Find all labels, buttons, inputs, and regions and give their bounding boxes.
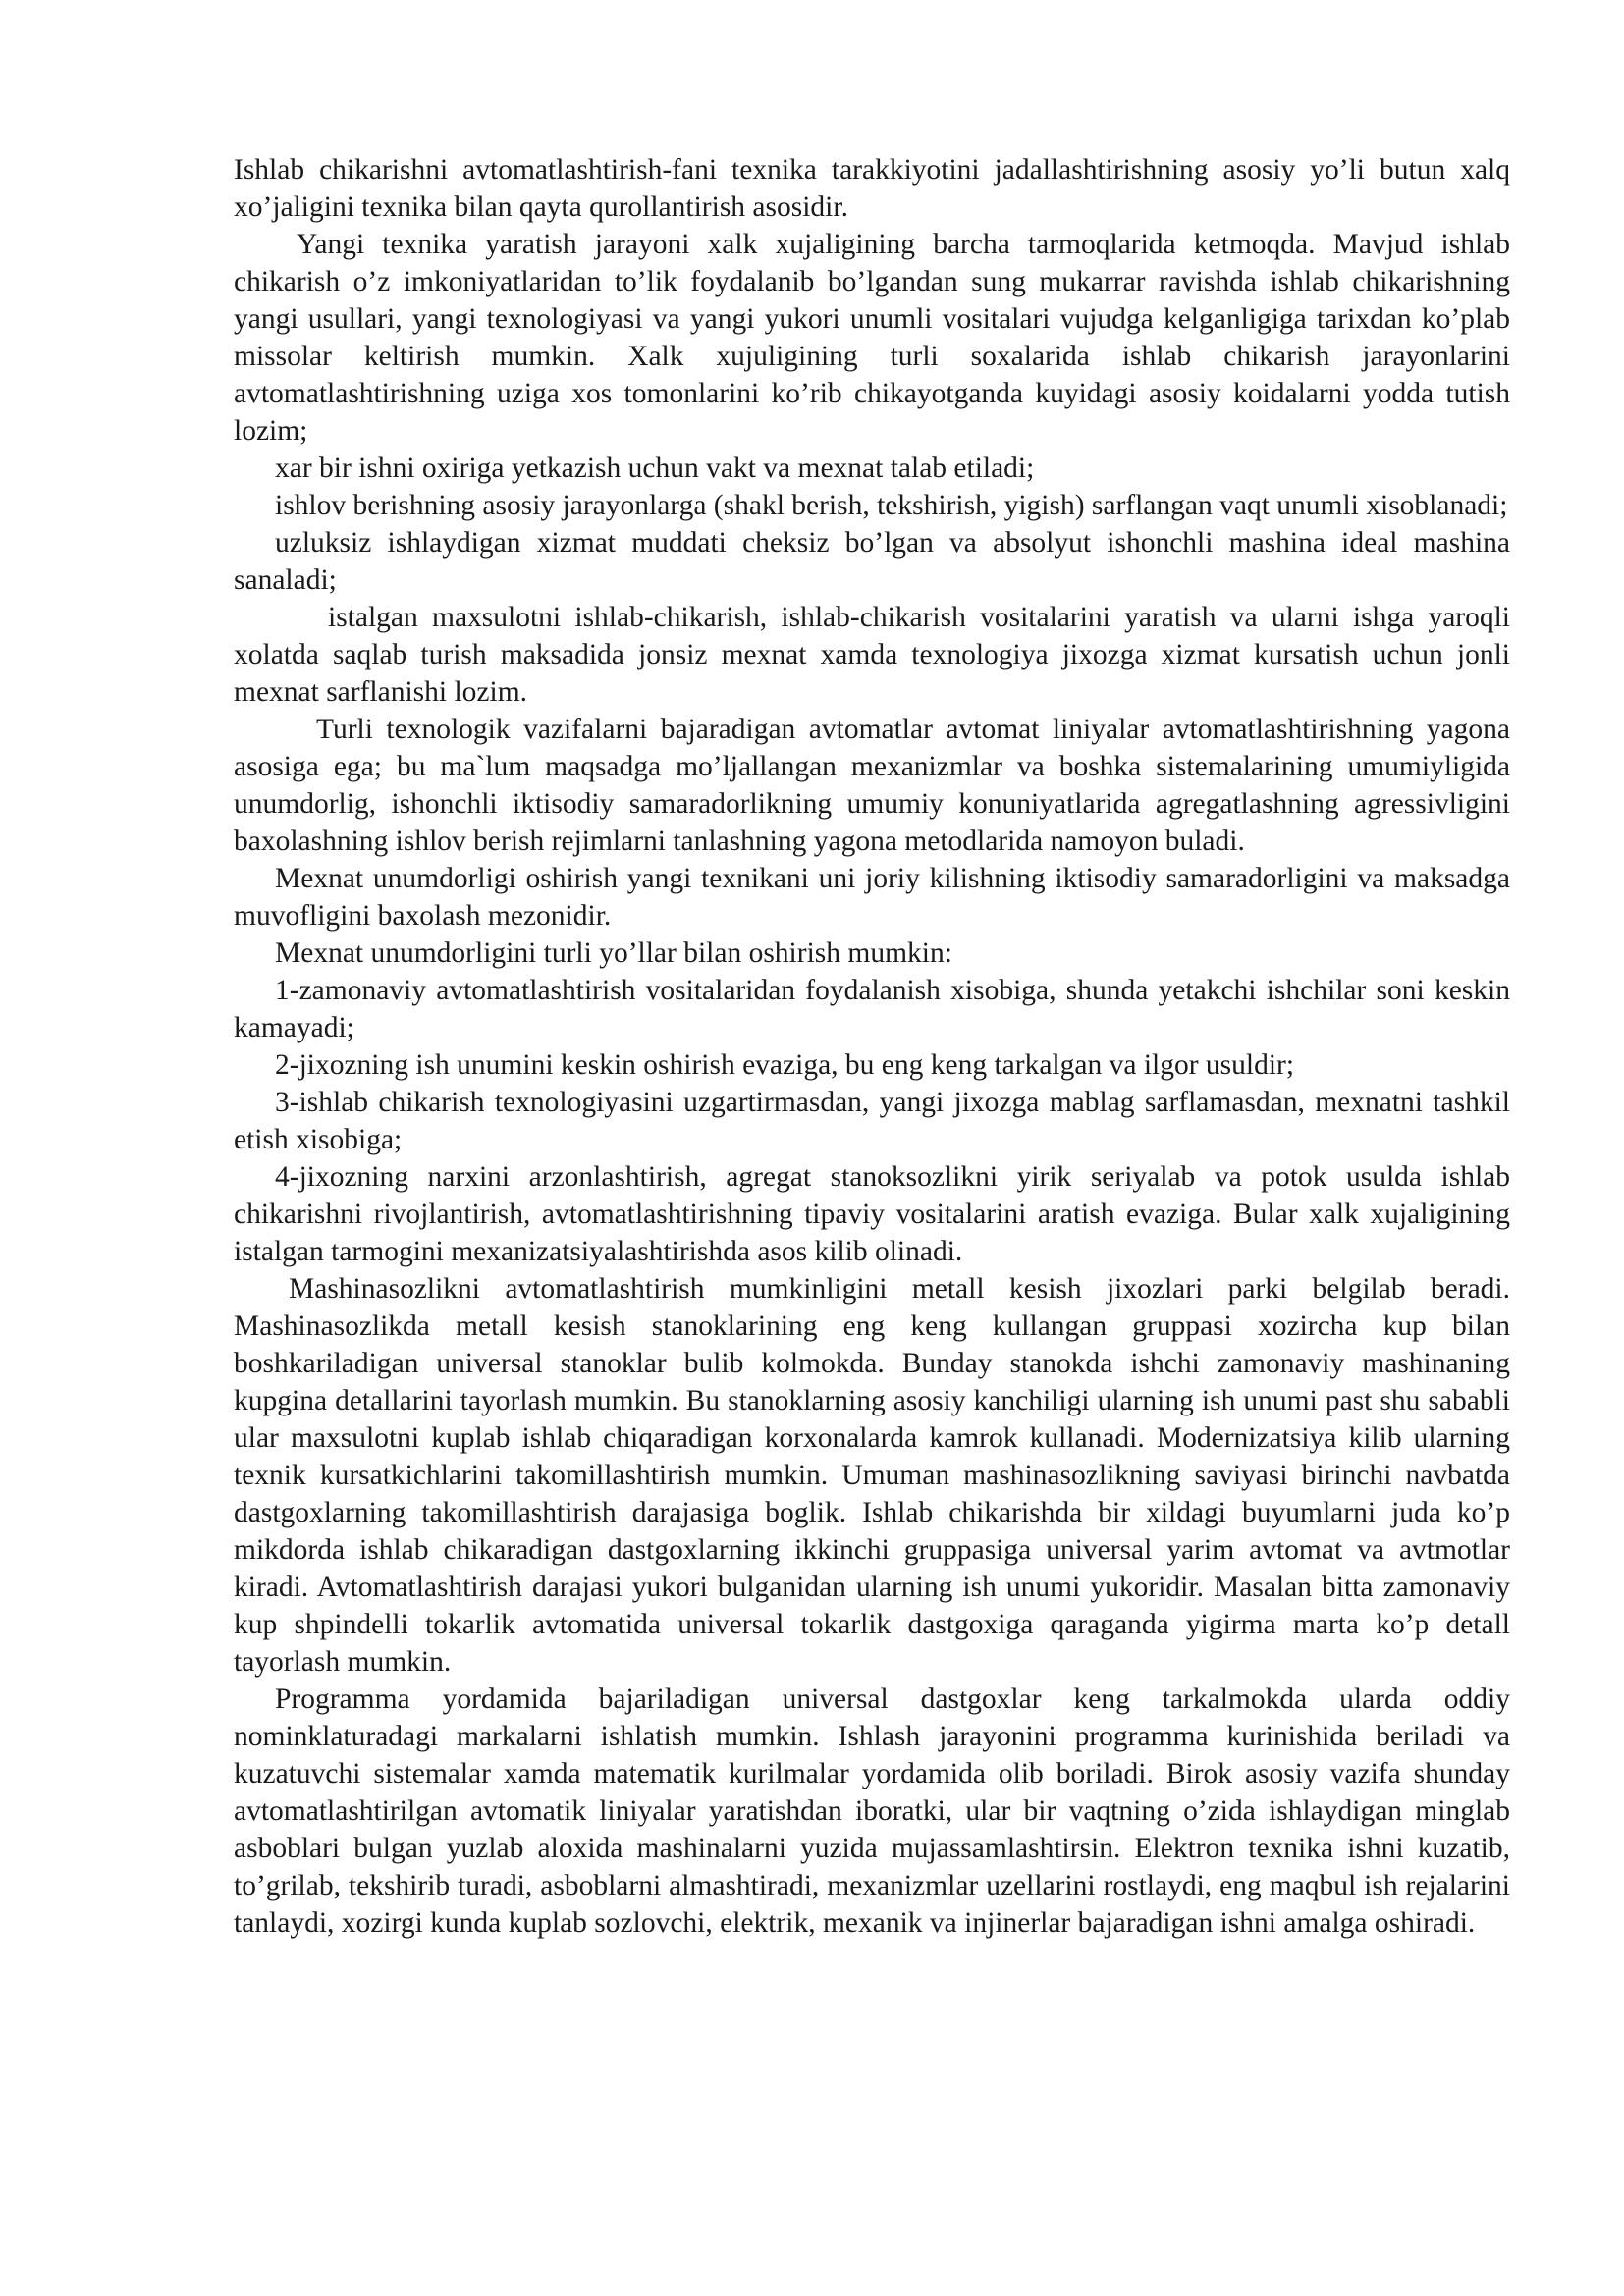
- paragraph-rule-4: istalgan maxsulotni ishlab-chikarish, ishlab-chikarish vositalarini yaratish va ularni ishga yaroqli xolatda saqlab turish maksadida jonsiz mexnat xamda texnologiya jixozga xizmat kursatish uchun jonli mexnat sarflanishi lozim.: [234, 602, 1510, 708]
- paragraph-productivity-criterion: Mexnat unumdorligi oshirish yangi texnikani uni joriy kilishning iktisodiy samaradorligini va maksadga muvofligini baxolash mezonidir.: [234, 863, 1510, 932]
- paragraph-automation-base: Turli texnologik vazifalarni bajaradigan avtomatlar avtomat liniyalar avtomatlashtirishning yagona asosiga ega; bu ma`lum maqsadga mo’ljallangan mexanizmlar va boshka sistemalarining umumiyligida unumdorlig, ishonchli iktisodiy samaradorlikning umumiy konuniyatlarida agregatlashning agressivligini baxolashning ishlov berish rejimlarni tanlashning yagona metodlarida namoyon buladi.: [234, 714, 1510, 857]
- paragraph-productivity-ways: Mexnat unumdorligini turli yo’llar bilan oshirish mumkin:: [275, 937, 952, 969]
- paragraph-rule-3: uzluksiz ishlaydigan xizmat muddati cheksiz bo’lgan va absolyut ishonchli mashina ideal mashina sanaladi;: [234, 527, 1510, 596]
- list-item-1: 1-zamonaviy avtomatlashtirish vositalaridan foydalanish xisobiga, shunda yetakchi ishchilar soni keskin kamayadi;: [234, 975, 1510, 1043]
- paragraph-rule-1: xar bir ishni oxiriga yetkazish uchun vakt va mexnat talab etiladi;: [275, 453, 1035, 484]
- paragraph-new-technology: Yangi texnika yaratish jarayoni xalk xujaligining barcha tarmoqlarida ketmoqda. Mavjud ishlab chikarish o’z imkoniyatlaridan to’lik foydalanib bo’lgandan sung mukarrar ravishda ishlab chikarishning yangi usullari, yangi texnologiyasi va yangi yukori unumli vositalari vujudga kelganligiga tarixdan ko’plab missolar keltirish mumkin. Xalk xujuligining turli soxalarida ishlab chikarish jarayonlarini avtomatlashtirishning uziga xos tomonlarini ko’rib chikayotganda kuyidagi asosiy koidalarni yodda tutish lozim;: [234, 229, 1510, 447]
- paragraph-programmed-machines: Programma yordamida bajariladigan universal dastgoxlar keng tarkalmokda ularda oddiy nominklaturadagi markalarni ishlatish mumkin. Ishlash jarayonini programma kurinishida beriladi va kuzatuvchi sistemalar xamda matematik kurilmalar yordamida olib boriladi. Birok asosiy vazifa shunday avtomatlashtirilgan avtomatik liniyalar yaratishdan iboratki, ular bir vaqtning o’zida ishlaydigan minglab asboblari bulgan yuzlab aloxida mashinalarni yuzida mujassamlashtirsin. Elektron texnika ishni kuzatib, to’grilab, tekshirib turadi, asboblarni almashtiradi, mexanizmlar uzellarini rostlaydi, eng maqbul ish rejalarini tanlaydi, xozirgi kunda kuplab sozlovchi, elektrik, mexanik va injinerlar bajaradigan ishni amalga oshiradi.: [234, 1683, 1510, 1939]
- list-item-3: 3-ishlab chikarish texnologiyasini uzgartirmasdan, yangi jixozga mablag sarflamasdan, mexnatni tashkil etish xisobiga;: [234, 1087, 1510, 1155]
- list-item-2: 2-jixozning ish unumini keskin oshirish evaziga, bu eng keng tarkalgan va ilgor usuldir;: [275, 1049, 1295, 1081]
- document-body: [234, 151, 1510, 1942]
- list-item-4: 4-jixozning narxini arzonlashtirish, agregat stanoksozlikni yirik seriyalab va potok usulda ishlab chikarishni rivojlantirish, avtomatlashtirishning tipaviy vositalarini aratish evaziga. Bular xalk xujaligining istalgan tarmogini mexanizatsiyalashtirishda asos kilib olinadi.: [234, 1161, 1510, 1267]
- paragraph-machine-building: Mashinasozlikni avtomatlashtirish mumkinligini metall kesish jixozlari parki belgilab beradi. Mashinasozlikda metall kesish stanoklarining eng keng kullangan gruppasi xozircha kup bilan boshkariladigan universal stanoklar bulib kolmokda. Bunday stanokda ishchi zamonaviy mashinaning kupgina detallarini tayorlash mumkin. Bu stanoklarning asosiy kanchiligi ularning ish unumi past shu sababli ular maxsulotni kuplab ishlab chiqaradigan korxonalarda kamrok kullanadi. Modernizatsiya kilib ularning texnik kursatkichlarini takomillashtirish mumkin. Umuman mashinasozlikning saviyasi birinchi navbatda dastgoxlarning takomillashtirish darajasiga boglik. Ishlab chikarishda bir xildagi buyumlarni juda ko’p mikdorda ishlab chikaradigan dastgoxlarning ikkinchi gruppasiga universal yarim avtomat va avtmotlar kiradi. Avtomatlashtirish darajasi yukori bulganidan ularning ish unumi yukoridir. Masalan bitta zamonaviy kup shpindelli tokarlik avtomatida universal tokarlik dastgoxiga qaraganda yigirma marta ko’p detall tayorlash mumkin.: [234, 1273, 1510, 1678]
- paragraph-intro: Ishlab chikarishni avtomatlashtirish-fani texnika tarakkiyotini jadallashtirishning asosiy yo’li butun xalq xo’jaligini texnika bilan qayta qurollantirish asosidir.: [234, 154, 1510, 223]
- paragraph-rule-2: ishlov berishning asosiy jarayonlarga (shakl berish, tekshirish, yigish) sarflangan vaqt unumli xisoblanadi;: [275, 490, 1508, 521]
